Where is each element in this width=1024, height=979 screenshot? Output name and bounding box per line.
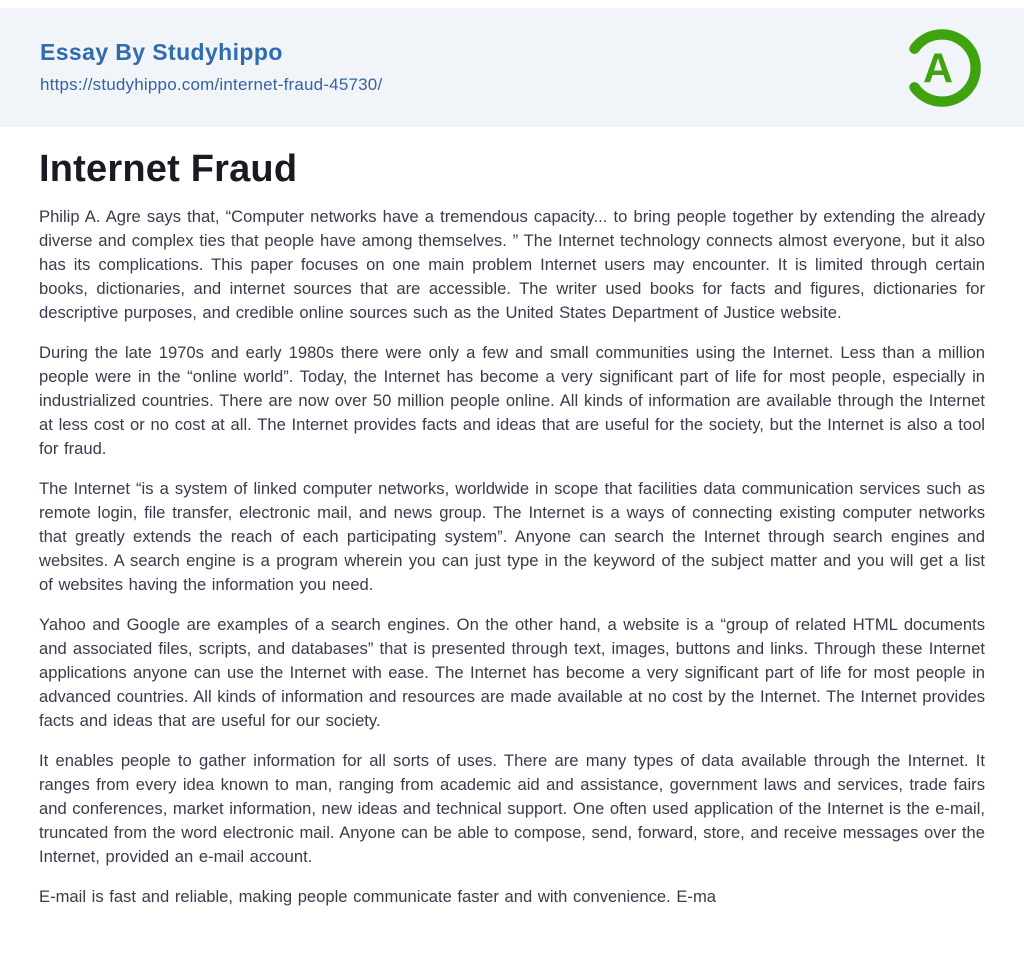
header-text-block (40, 40, 382, 95)
article-body (39, 205, 985, 909)
article-paragraph: Yahoo and Google are examples of a search engines. On the other hand, a website is a “group of related HTML documents and associated files, scripts, and databases” that is presented through text, images, buttons and links. Through these Internet applications anyone can use the Internet with ease. The Internet has become a very significant part of life for most people in advanced countries. All kinds of information and resources are made available at no cost by the Internet. The Internet provides facts and ideas that are useful for our society. (39, 614, 985, 730)
article-title: Internet Fraud (39, 148, 298, 190)
site-title: Essay By Studyhippo (40, 39, 283, 65)
source-url-link[interactable]: https://studyhippo.com/internet-fraud-45730/ (40, 75, 383, 95)
article-paragraph: The Internet “is a system of linked computer networks, worldwide in scope that facilities data communication services such as remote login, file transfer, electronic mail, and news group. The Internet is a ways of connecting existing computer networks that greatly extends the reach of each participating system”. Anyone can search the Internet through search engines and websites. A search engine is a program wherein you can just type in the keyword of the subject matter and you will get a list of websites having the information you need. (39, 478, 985, 594)
studyhippo-logo-icon (902, 28, 982, 108)
page (0, 8, 1024, 979)
article-paragraph: During the late 1970s and early 1980s there were only a few and small communities using the Internet. Less than a million people were in the “online world”. Today, the Internet has become a very significant part of life for most people, especially in industrialized countries. There are now over 50 million people online. All kinds of information are available through the Internet at less cost or no cost at all. The Internet provides facts and ideas that are useful for the society, but the Internet is also a tool for fraud. (39, 342, 985, 458)
article-content (0, 127, 1024, 909)
article-paragraph: It enables people to gather information for all sorts of uses. There are many types of data available through the Internet. It ranges from every idea known to man, ranging from academic aid and assistance, government laws and services, trade fairs and conferences, market information, new ideas and technical support. One often used application of the Internet is the e-mail, truncated from the word electronic mail. Anyone can be able to compose, send, forward, store, and receive messages over the Internet, provided an e-mail account. (39, 750, 985, 866)
logo-letter: A (922, 43, 954, 91)
article-paragraph: E-mail is fast and reliable, making people communicate faster and with convenience. E-ma (39, 886, 716, 906)
article-paragraph: Philip A. Agre says that, “Computer networks have a tremendous capacity... to bring people together by extending the already diverse and complex ties that people have among themselves. ” The Internet technology connects almost everyone, but it also has its complications. This paper focuses on one main problem Internet users may encounter. It is limited through certain books, dictionaries, and internet sources that are accessible. The writer used books for facts and figures, dictionaries for descriptive purposes, and credible online sources such as the United States Department of Justice website. (39, 206, 985, 322)
page-header (0, 8, 1024, 127)
